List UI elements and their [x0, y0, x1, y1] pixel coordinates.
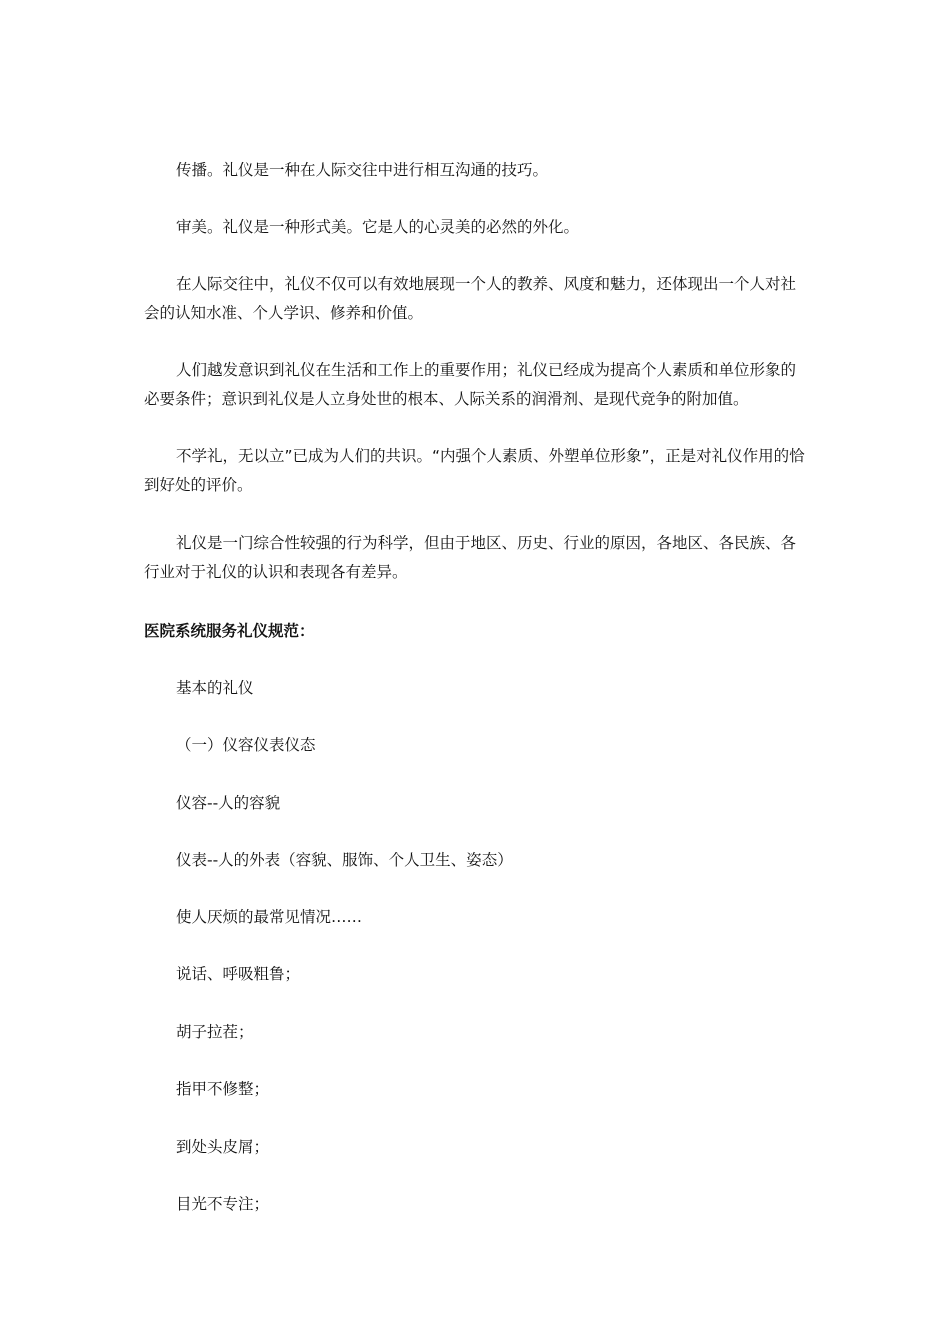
paragraph-aesthetics: 审美。礼仪是一种形式美。它是人的心灵美的必然的外化。	[176, 218, 580, 236]
list-item: 指甲不修整；	[176, 1080, 270, 1098]
section-heading: 医院系统服务礼仪规范：	[144, 622, 315, 640]
subsection-appearance: （一）仪容仪表仪态	[176, 736, 316, 754]
list-item: 到处头皮屑；	[176, 1138, 270, 1156]
paragraph-consensus: 不学礼，无以立”已成为人们的共识。“内强个人素质、外塑单位形象”，正是对礼仪作用的恰到好处的评价。	[144, 447, 805, 494]
list-item: 仪容--人的容貌	[176, 794, 281, 812]
list-item: 使人厌烦的最常见情况……	[176, 908, 363, 926]
list-item: 说话、呼吸粗鲁；	[176, 965, 301, 983]
paragraph-interpersonal: 在人际交往中，礼仪不仅可以有效地展现一个人的教养、风度和魅力，还体现出一个人对社会的认知水准、个人学识、修养和价值。	[144, 275, 797, 322]
paragraph-science: 礼仪是一门综合性较强的行为科学，但由于地区、历史、行业的原因，各地区、各民族、各行业对于礼仪的认识和表现各有差异。	[144, 534, 797, 581]
list-item: 胡子拉茬；	[176, 1023, 254, 1041]
paragraph-importance: 人们越发意识到礼仪在生活和工作上的重要作用；礼仪已经成为提高个人素质和单位形象的必要条件；意识到礼仪是人立身处世的根本、人际关系的润滑剂、是现代竞争的附加值。	[144, 361, 797, 408]
list-item: 目光不专注；	[176, 1195, 270, 1213]
paragraph-communication: 传播。礼仪是一种在人际交往中进行相互沟通的技巧。	[176, 161, 549, 179]
subheading-basic-etiquette: 基本的礼仪	[176, 679, 254, 697]
list-item: 仪表--人的外表（容貌、服饰、个人卫生、姿态）	[176, 851, 513, 869]
